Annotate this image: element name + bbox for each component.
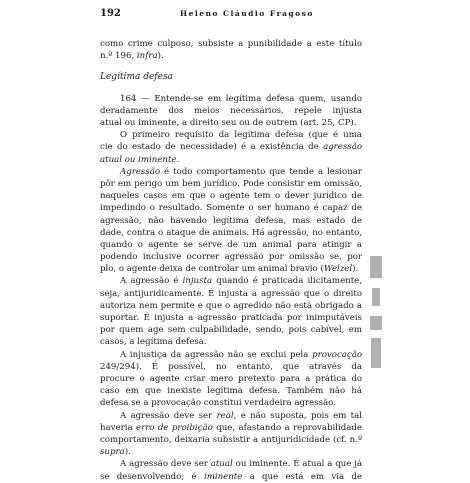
text-line: podendo inclusive ocorrer agressão por omissão se, por <box>100 252 362 263</box>
running-head: Heleno Cláudio Fragoso <box>180 9 314 18</box>
text-line: n.º 196, infra). <box>100 51 164 62</box>
text-line: A injustiça da agressão não se exclui pela provocação <box>120 349 362 360</box>
text-line: procure o agente criar mero pretexto para a prática do <box>100 373 362 384</box>
text-line: deradamente dos meios necessários, repele injusta <box>100 105 362 116</box>
section-title: Legítima defesa <box>100 72 173 83</box>
text-line: O primeiro requisito da legítima defesa (que é uma <box>120 130 362 141</box>
text-line: Agressão é todo comportamento que tende a lesionar <box>120 166 362 177</box>
text-line: seja, antijuridicamente. É injusta a agressão que o direito <box>100 288 362 299</box>
paragraph-block <box>100 93 362 483</box>
text-line: A agressão deve ser real, e não suposta, pois em tal <box>120 410 362 421</box>
text-line: A agressão deve ser atual ou iminente. É atual a que já <box>120 459 362 470</box>
text-line: por quem age sem culpabilidade, sendo, pois cabível, em <box>100 325 362 336</box>
text-line: autoriza nem permite e que o agredido não está obrigado a <box>100 300 362 311</box>
text-line: A agressão é injusta quando é praticada ilicitamente, <box>120 276 362 287</box>
text-line: como crime culposo, subsiste a punibilidade a este título <box>100 39 362 49</box>
watermark-stamp <box>368 254 386 374</box>
text-line: caso em que inexiste legítima defesa. Também não há <box>100 386 362 397</box>
text-line: supra). <box>100 447 131 458</box>
text-line: 249/294). É possível, no entanto, que através da <box>100 361 362 372</box>
text-line: agressão, não havendo legítima defesa, mas estado de <box>100 215 362 226</box>
text-line: defesa se a provocação constitui verdadeira agressão. <box>100 398 336 409</box>
page-body <box>100 38 362 483</box>
text-line: impedindo o resultado. Somente o ser humano é capaz de <box>100 203 362 214</box>
text-line: atual ou iminente. <box>100 154 180 165</box>
page-header <box>0 8 470 24</box>
text-line: pôr em perigo um bem jurídico. Pode consistir em omissão, <box>100 178 362 189</box>
text-line: casos, a legítima defesa. <box>100 337 207 348</box>
text-line: atual ou iminente, a direito seu ou de outrem (art. 25, CP). <box>100 117 357 128</box>
text-line: naqueles casos em que o agente tem o dever jurídico de <box>100 191 362 202</box>
text-line: comportamento, deixaria subsistir a antijuridicidade (cf. n.º <box>100 434 362 445</box>
text-line: cie do estado de necessidade) é a existência de agressão <box>100 142 362 153</box>
text-line: suportar. É injusta a agressão praticada por inimputáveis <box>100 313 362 324</box>
text-line: se desenvolvendo; é iminente a que está em via de <box>100 471 362 482</box>
text-line: haveria erro de proibição que, afastando a reprovabilidade <box>100 422 362 433</box>
text-line: plo, o agente deixa de controlar um animal bravio (Welzel). <box>100 264 359 275</box>
text-line: 164 — Entende-se em legítima defesa quem, usando <box>120 93 362 104</box>
page-number: 192 <box>100 8 121 19</box>
text-line: dade, contra o ataque de animais. Há agressão, no entanto, <box>100 227 362 238</box>
text-line: quando o agente se serve de um animal para atingir a <box>100 239 362 250</box>
